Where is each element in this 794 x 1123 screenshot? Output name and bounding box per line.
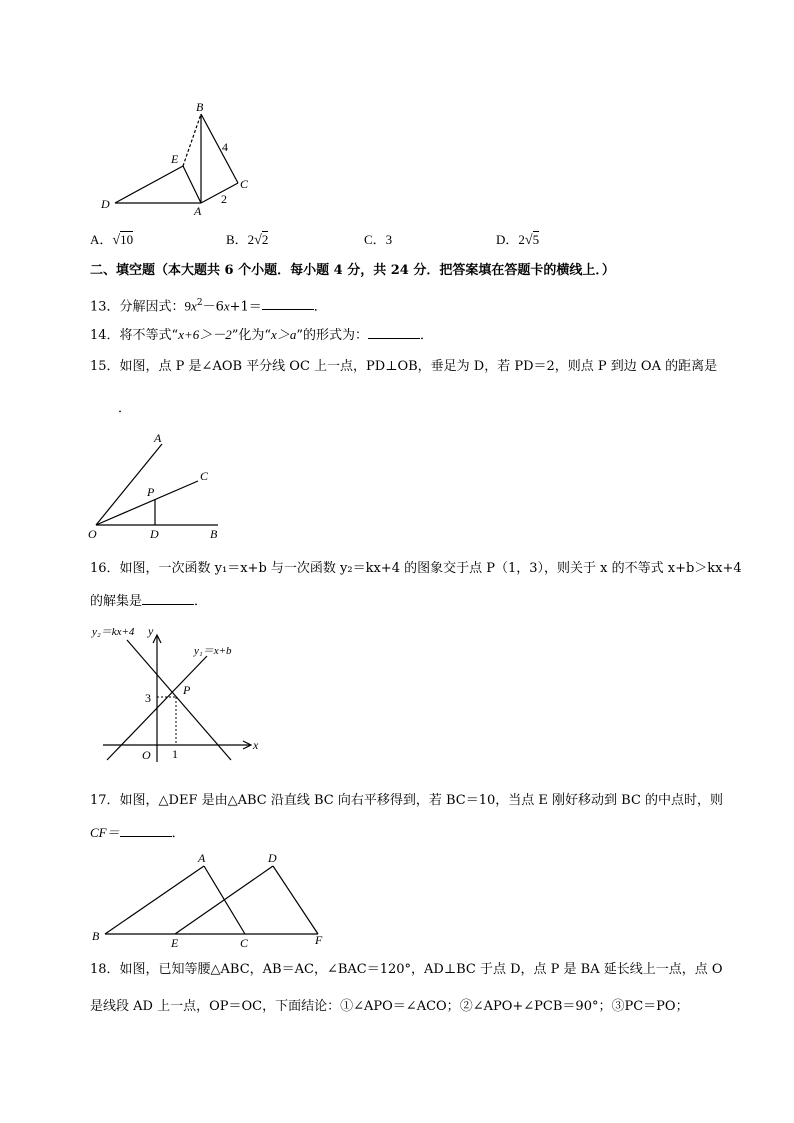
fig15-label-a: A [154, 431, 162, 445]
fig15-label-o: O [88, 527, 97, 541]
fig15-label-p: P [147, 485, 155, 499]
question-15: 15．如图，点 P 是∠AOB 平分线 OC 上一点，PD⊥OB，垂足为 D，若 PD＝2，则点 P 到边 OA 的距离是 [90, 359, 718, 374]
fig16-label-y2: y₂＝kx+4 [92, 626, 135, 638]
fig15-label-d: D [150, 527, 159, 541]
question-17-line1: 17．如图，△DEF 是由△ABC 沿直线 BC 向右平移得到，若 BC＝10，当点 E 刚好移动到 BC 的中点时，则 [90, 793, 724, 808]
option-d: D．2√5 [496, 232, 540, 248]
question-16-line2: 的解集是 ． [90, 594, 208, 609]
fig17-label-e: E [171, 936, 179, 950]
question-13: 13．分解因式：$9x^2-6x+1=$ ． [90, 298, 327, 315]
fig12-label-a: A [194, 204, 202, 218]
fig16-label-3: 3 [145, 691, 151, 705]
section-heading: 二、填空题（本大题共 6 个小题．每小题 4 分，共 24 分．把答案填在答题卡的横线上．） [90, 263, 615, 278]
question-18-line2: 是线段 AD 上一点，OP＝OC，下面结论：①∠APO＝∠ACO；②∠APO+∠PCB＝90°；③PC＝PO； [90, 999, 689, 1014]
fig17-label-c: C [240, 936, 249, 950]
fig12-label-d: D [101, 197, 110, 211]
fig12-label-4: 4 [222, 140, 228, 154]
question-18-line1: 18．如图，已知等腰△ABC，AB＝AC，∠BAC＝120°，AD⊥BC 于点 D，点 P 是 BA 延长线上一点，点 O [90, 962, 723, 977]
fig16-label-y: y [148, 624, 154, 638]
fig16-label-x: x [253, 738, 259, 752]
conclusion-2-marker: ② [459, 999, 473, 1014]
fig12-label-c: C [240, 177, 249, 191]
conclusion-1-marker: ① [340, 999, 354, 1014]
fig15-label-c: C [200, 469, 209, 483]
fig15-label-b: B [210, 527, 218, 541]
option-b: B．2√2 [226, 232, 269, 248]
fig17-label-b: B [92, 929, 100, 943]
conclusion-3-marker: ③ [611, 999, 625, 1014]
question-16-line1: 16．如图，一次函数 y₁＝x+b 与一次函数 y₂＝kx+4 的图象交于点 P（1，3），则关于 x 的不等式 x+b＞kx+4 [90, 561, 742, 576]
fig12-label-e: E [171, 152, 179, 166]
option-a: A．√10 [90, 232, 134, 248]
fig17-label-a: A [198, 851, 206, 865]
fig17-label-d: D [268, 851, 277, 865]
fig16-label-o: O [142, 748, 151, 762]
option-c: C．3 [364, 232, 393, 247]
fig12-label-2: 2 [221, 192, 227, 206]
fig16-label-1: 1 [172, 747, 178, 761]
fig16-label-y1: y₁＝x+b [194, 645, 232, 657]
fig12-label-b: B [196, 100, 204, 114]
question-15-tail: ． [118, 401, 132, 416]
fig16-label-p: P [183, 683, 191, 697]
question-14: 14．将不等式“x+6＞－2”化为“x＞a”的形式为： ． [90, 327, 433, 343]
question-17-line2: CF＝ ． [90, 825, 185, 841]
fig17-label-f: F [315, 933, 323, 947]
